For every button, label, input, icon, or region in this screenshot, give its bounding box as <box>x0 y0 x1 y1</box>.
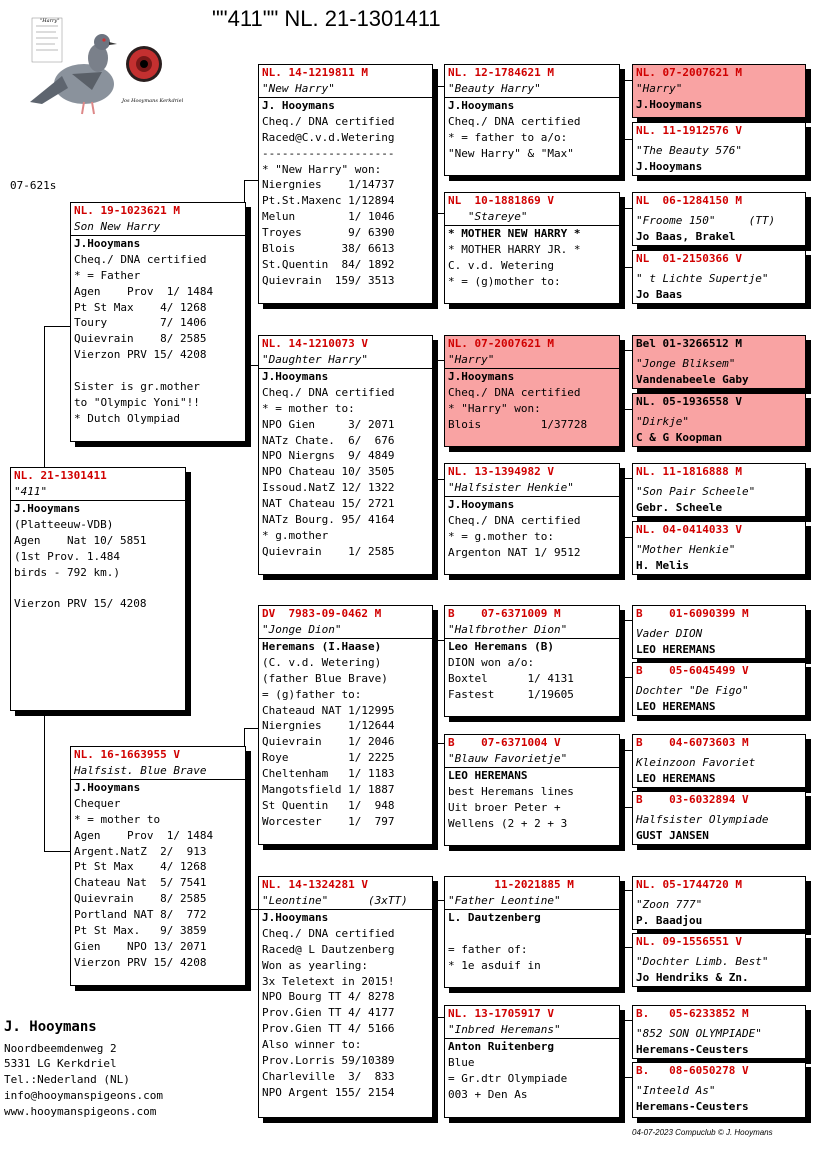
pigeon-name: Son New Harry <box>71 219 245 236</box>
info-line: J.Hooymans <box>262 370 329 383</box>
info-line: Argent.NatZ 2/ 913 <box>74 844 207 858</box>
info-line: = father of: <box>448 942 528 956</box>
connector-sire <box>244 180 259 366</box>
pigeon-name: "Mother Henkie" <box>636 543 736 556</box>
gen3-card-5 <box>444 605 620 717</box>
info-line: * = g.mother to: <box>448 529 554 543</box>
ring-number: NL 01-2150366 V <box>636 252 742 265</box>
ring-number: NL 06-1284150 M <box>636 194 742 207</box>
info-line: Cheq./ DNA certified <box>448 513 581 527</box>
info-line: (father Blue Brave) <box>262 671 388 685</box>
info-line: * "Harry" won: <box>448 401 541 415</box>
breeder: Vandenabeele Gaby <box>636 373 749 386</box>
pigeon-name: "Dochter Limb. Best" <box>636 955 769 968</box>
pigeon-name: "Halfbrother Dion" <box>445 622 619 639</box>
gen2-card-3 <box>258 605 433 845</box>
info-line: J.Hooymans <box>448 498 515 511</box>
info-line: * = mother to: <box>262 401 355 415</box>
sire-card <box>70 202 246 442</box>
info-line: J.Hooymans <box>262 911 329 924</box>
info-line: Vierzon PRV 15/ 4208 <box>74 348 207 362</box>
breeder: LEO HEREMANS <box>636 772 716 785</box>
pigeon-name: "852 SON OLYMPIADE" <box>636 1027 762 1040</box>
gen4-card-12 <box>632 791 806 845</box>
info-line: Won as yearling: <box>262 958 368 972</box>
gen3-card-1 <box>444 64 620 176</box>
svg-text:"Harry": "Harry" <box>40 18 60 24</box>
info-line: Toury 7/ 1406 <box>74 316 207 330</box>
gen4-card-14 <box>632 933 806 987</box>
info-line: Sister is gr.mother <box>74 380 200 394</box>
info-line: J.Hooymans <box>448 99 515 112</box>
ring-number: DV 7983-09-0462 M <box>262 607 382 620</box>
pigeon-name: "The Beauty 576" <box>636 144 742 157</box>
info-line: Heremans (I.Haase) <box>262 640 382 653</box>
info-line: NPO Gien 3/ 2071 <box>262 417 395 431</box>
ring-number: NL. 07-2007621 M <box>448 337 554 350</box>
pigeon-name: " t Lichte Supertje" <box>636 272 769 285</box>
info-line: NAT Chateau 15/ 2721 <box>262 497 395 511</box>
info-line: Cheltenham 1/ 1183 <box>262 767 395 781</box>
gen2-card-2 <box>258 335 433 575</box>
info-line: = (g)father to: <box>262 687 362 701</box>
pigeon-name: "Inbred Heremans" <box>445 1022 619 1039</box>
pigeon-name: "Son Pair Scheele" <box>636 485 756 498</box>
info-line: Portland NAT 8/ 772 <box>74 908 207 922</box>
info-line: * MOTHER HARRY JR. * <box>448 242 581 256</box>
info-line: Cheq./ DNA certified <box>448 114 581 128</box>
info-line: Blue <box>448 1055 475 1069</box>
info-line: Prov.Gien TT 4/ 5166 <box>262 1022 395 1036</box>
ring-number: B 05-6045499 V <box>636 664 749 677</box>
info-line: best Heremans lines <box>448 784 574 798</box>
ring-number: NL. 14-1324281 V <box>262 878 368 891</box>
svg-text:Jos Hooymans Kerkdriel: Jos Hooymans Kerkdriel <box>122 98 184 104</box>
info-line: -------------------- <box>262 146 395 160</box>
info-line: Pt St Max 4/ 1268 <box>74 300 207 314</box>
gen4-card-1 <box>632 64 806 118</box>
info-line: L. Dautzenberg <box>448 911 541 924</box>
gen4-card-9 <box>632 605 806 659</box>
pigeon-name: "Froome 150" (TT) <box>636 214 776 227</box>
gen3-card-7 <box>444 876 620 988</box>
pigeon-name: Dochter "De Figo" <box>636 684 749 697</box>
info-line: * = mother to <box>74 812 161 826</box>
info-line <box>11 580 185 596</box>
breeder: LEO HEREMANS <box>636 643 716 656</box>
owner-name: J. Hooymans <box>4 1019 97 1035</box>
info-line: Wellens (2 + 2 + 3 <box>448 816 568 830</box>
info-line: Cheq./ DNA certified <box>262 385 395 399</box>
pigeon-name: "Jonge Bliksem" <box>636 357 736 370</box>
info-line: Prov.Gien TT 4/ 4177 <box>262 1006 395 1020</box>
gen4-card-2 <box>632 122 806 176</box>
info-line: Anton Ruitenberg <box>448 1040 554 1053</box>
ring-number: NL. 07-2007621 M <box>636 66 742 79</box>
dam-card <box>70 746 246 986</box>
info-line: DION won a/o: <box>448 655 535 669</box>
info-line: NPO Bourg TT 4/ 8278 <box>262 990 395 1004</box>
info-line: Blois 1/37728 <box>448 417 588 431</box>
gen4-card-8 <box>632 521 806 575</box>
info-line: Agen Prov 1/ 1484 <box>74 828 214 842</box>
ring-number: B 03-6032894 V <box>636 793 749 806</box>
info-line: Fastest 1/19605 <box>448 687 574 701</box>
info-line: Pt St Max. 9/ 3859 <box>74 924 207 938</box>
breeder: Jo Baas <box>636 288 683 301</box>
breeder: Heremans-Ceusters <box>636 1043 749 1056</box>
info-line: Uit broer Peter + <box>448 800 561 814</box>
gen4-card-7 <box>632 463 806 517</box>
pigeon-name: Vader DION <box>636 627 703 640</box>
info-line: Chateau Nat 5/ 7541 <box>74 876 207 890</box>
ring-number: NL. 11-1816888 M <box>636 465 742 478</box>
gen3-card-2 <box>444 192 620 304</box>
info-line: to "Olympic Yoni"!! <box>74 395 200 409</box>
info-line: LEO HEREMANS <box>448 769 528 782</box>
info-line: Raced@C.v.d.Wetering <box>262 130 395 144</box>
info-line: Cheq./ DNA certified <box>448 385 581 399</box>
info-line: Agen Nat 10/ 5851 <box>14 533 147 547</box>
pigeon-name: "Harry" <box>636 82 683 95</box>
ring-number: NL. 13-1394982 V <box>448 465 554 478</box>
info-line: 3x Teletext in 2015! <box>262 974 395 988</box>
info-line: Mangotsfield 1/ 1887 <box>262 783 395 797</box>
ring-number: NL. 16-1663955 V <box>74 748 180 761</box>
pigeon-name: "Inteeld As" <box>636 1084 716 1097</box>
pigeon-name: "Father Leontine" <box>445 893 619 910</box>
breeder: J.Hooymans <box>636 98 703 111</box>
info-line: St Quentin 1/ 948 <box>262 798 395 812</box>
pedigree-mini-icon <box>32 18 62 62</box>
owner-city: 5331 LG Kerkdriel <box>4 1057 117 1071</box>
info-line: Pt.St.Maxenc 1/12894 <box>262 194 395 208</box>
pigeon-name: "411" <box>11 484 185 501</box>
pigeon-name: "Jonge Dion" <box>259 622 432 639</box>
info-line: NPO Argent 155/ 2154 <box>262 1085 395 1099</box>
info-line: Also winner to: <box>262 1038 362 1052</box>
info-line: Chequer <box>74 796 121 810</box>
pigeon-name: "Zoon 777" <box>636 898 703 911</box>
breeder: J.Hooymans <box>636 160 703 173</box>
info-line: Quievrain 1/ 2585 <box>262 544 395 558</box>
page-title: ""411"" NL. 21-1301411 <box>212 6 441 31</box>
info-line: Argenton NAT 1/ 9512 <box>448 545 581 559</box>
info-line: J. Hooymans <box>262 99 335 112</box>
info-line: Troyes 9/ 6390 <box>262 226 395 240</box>
info-line: Boxtel 1/ 4131 <box>448 671 574 685</box>
info-line: NATz Chate. 6/ 676 <box>262 433 395 447</box>
ring-number: B 07-6371009 M <box>448 607 561 620</box>
ring-number: B. 08-6050278 V <box>636 1064 749 1077</box>
gen3-card-8 <box>444 1005 620 1118</box>
info-line: Issoud.NatZ 12/ 1322 <box>262 481 395 495</box>
pigeon-name: Halfsist. Blue Brave <box>71 763 245 780</box>
gen4-card-3 <box>632 192 806 246</box>
info-line: Quievrain 159/ 3513 <box>262 273 395 287</box>
info-line: Gien NPO 13/ 2071 <box>74 939 207 953</box>
info-line: Vierzon PRV 15/ 4208 <box>74 955 207 969</box>
ring-number: NL. 14-1219811 M <box>262 66 368 79</box>
owner-website[interactable]: www.hooymanspigeons.com <box>4 1104 157 1118</box>
breeder: Jo Hendriks & Zn. <box>636 971 749 984</box>
ring-number: NL 10-1881869 V <box>448 194 554 207</box>
gen4-card-10 <box>632 662 806 716</box>
footer-credit: 04-07-2023 Compuclub © J. Hooymans <box>632 1128 773 1137</box>
eye-icon <box>126 46 162 82</box>
info-line: J.Hooymans <box>448 370 515 383</box>
info-line: Chateaud NAT 1/12995 <box>262 703 395 717</box>
ring-number: NL. 21-1301411 <box>14 469 107 482</box>
info-line: Agen Prov 1/ 1484 <box>74 284 214 298</box>
info-line: Prov.Lorris 59/10389 <box>262 1054 395 1068</box>
ring-number: Bel 01-3266512 M <box>636 337 742 350</box>
info-line: Worcester 1/ 797 <box>262 814 395 828</box>
info-line: Cheq./ DNA certified <box>262 926 395 940</box>
gen4-card-5 <box>632 335 806 389</box>
info-line: Pt St Max 4/ 1268 <box>74 860 207 874</box>
info-line: birds - 792 km.) <box>14 565 120 579</box>
info-line: C. v.d. Wetering <box>448 258 554 272</box>
ring-number: NL. 04-0414033 V <box>636 523 742 536</box>
pigeon-name: Kleinzoon Favoriet <box>636 756 756 769</box>
info-line: * 1e asduif in <box>448 958 541 972</box>
info-line: = Gr.dtr Olympiade <box>448 1071 568 1085</box>
info-line: Niergnies 1/12644 <box>262 719 395 733</box>
gen3-card-3 <box>444 335 620 447</box>
ring-number: NL. 11-1912576 V <box>636 124 742 137</box>
pigeon-name: "Leontine" (3xTT) <box>259 893 432 910</box>
ring-number: NL. 05-1744720 M <box>636 878 742 891</box>
gen4-card-4 <box>632 250 806 304</box>
info-line: (Platteeuw-VDB) <box>14 517 114 531</box>
ring-number: NL. 14-1210073 V <box>262 337 368 350</box>
ring-number: NL. 09-1556551 V <box>636 935 742 948</box>
ring-number: B. 05-6233852 M <box>636 1007 749 1020</box>
info-line: J.Hooymans <box>74 781 141 794</box>
gen3-card-6 <box>444 734 620 846</box>
pigeon-name: "Halfsister Henkie" <box>445 480 619 497</box>
info-line: "New Harry" & "Max" <box>448 146 574 160</box>
connector-dam <box>244 728 259 910</box>
owner-phone: Tel.:Nederland (NL) <box>4 1073 130 1087</box>
gen3-card-4 <box>444 463 620 575</box>
info-line: J.Hooymans <box>14 502 81 515</box>
pigeon-name: "Blauw Favorietje" <box>445 751 619 768</box>
owner-info <box>4 1020 163 1119</box>
pigeon-name: Halfsister Olympiade <box>636 813 769 826</box>
ring-number: NL. 12-1784621 M <box>448 66 554 79</box>
info-line: J.Hooymans <box>74 237 141 250</box>
breeder: Heremans-Ceusters <box>636 1100 749 1113</box>
info-line: 003 + Den As <box>448 1087 528 1101</box>
breeder: GUST JANSEN <box>636 829 709 842</box>
gen2-card-4 <box>258 876 433 1118</box>
pigeon-name: "Harry" <box>445 352 619 369</box>
info-line <box>445 926 619 942</box>
ring-number: 11-2021885 M <box>448 878 574 891</box>
gen4-card-16 <box>632 1062 806 1118</box>
info-line: Roye 1/ 2225 <box>262 751 395 765</box>
info-line: NPO Niergns 9/ 4849 <box>262 449 395 463</box>
ring-number: B 04-6073603 M <box>636 736 749 749</box>
gen4-card-13 <box>632 876 806 930</box>
info-line: Blois 38/ 6613 <box>262 242 395 256</box>
pigeon-name: "New Harry" <box>259 81 432 98</box>
reference-code: 07-621s <box>10 179 57 192</box>
info-line: * = father to a/o: <box>448 130 568 144</box>
ring-number: NL. 05-1936558 V <box>636 395 742 408</box>
info-line <box>71 363 245 379</box>
gen2-card-1 <box>258 64 433 304</box>
gen4-card-15 <box>632 1005 806 1059</box>
pigeon-name: "Beauty Harry" <box>445 81 619 98</box>
owner-address: Noordbeemdenweg 2 <box>4 1041 117 1055</box>
breeder: Jo Baas, Brakel <box>636 230 736 243</box>
info-line: * "New Harry" won: <box>262 162 382 176</box>
gen4-card-6 <box>632 393 806 447</box>
pigeon-name: "Dirkje" <box>636 415 689 428</box>
info-line: St.Quentin 84/ 1892 <box>262 257 395 271</box>
info-line: NATz Bourg. 95/ 4164 <box>262 513 395 527</box>
breeder: LEO HEREMANS <box>636 700 716 713</box>
info-line: Melun 1/ 1046 <box>262 210 395 224</box>
gen4-card-11 <box>632 734 806 788</box>
info-line: * MOTHER NEW HARRY * <box>448 227 581 240</box>
ring-number: NL. 13-1705917 V <box>448 1007 554 1020</box>
ring-number: B 07-6371004 V <box>448 736 561 749</box>
pigeon-logo <box>22 14 184 124</box>
info-line: NPO Chateau 10/ 3505 <box>262 465 395 479</box>
breeder: H. Melis <box>636 559 689 572</box>
owner-email[interactable]: info@hooymanspigeons.com <box>4 1088 163 1102</box>
info-line: (C. v.d. Wetering) <box>262 655 382 669</box>
subject-card <box>10 467 186 711</box>
info-line: Quievrain 8/ 2585 <box>74 332 207 346</box>
ring-number: B 01-6090399 M <box>636 607 749 620</box>
info-line: Cheq./ DNA certified <box>74 252 207 266</box>
info-line: * Dutch Olympiad <box>74 411 180 425</box>
breeder: Gebr. Scheele <box>636 501 723 514</box>
info-line: Leo Heremans (B) <box>448 640 554 653</box>
info-line: Charleville 3/ 833 <box>262 1069 395 1083</box>
info-line: Vierzon PRV 15/ 4208 <box>14 597 147 611</box>
pigeon-name: "Daughter Harry" <box>259 352 432 369</box>
ring-number: NL. 19-1023621 M <box>74 204 180 217</box>
breeder: C & G Koopman <box>636 431 723 444</box>
info-line: * = (g)mother to: <box>448 274 561 288</box>
info-line: Quievrain 1/ 2046 <box>262 735 395 749</box>
info-line: Raced@ L Dautzenberg <box>262 942 395 956</box>
info-line: * g.mother <box>262 528 329 542</box>
info-line: Quievrain 8/ 2585 <box>74 892 207 906</box>
pigeon-name: "Stareye" <box>445 209 619 226</box>
breeder: P. Baadjou <box>636 914 703 927</box>
info-line: (1st Prov. 1.484 <box>14 549 120 563</box>
info-line: Cheq./ DNA certified <box>262 114 395 128</box>
info-line: * = Father <box>74 268 141 282</box>
info-line: Niergnies 1/14737 <box>262 178 395 192</box>
